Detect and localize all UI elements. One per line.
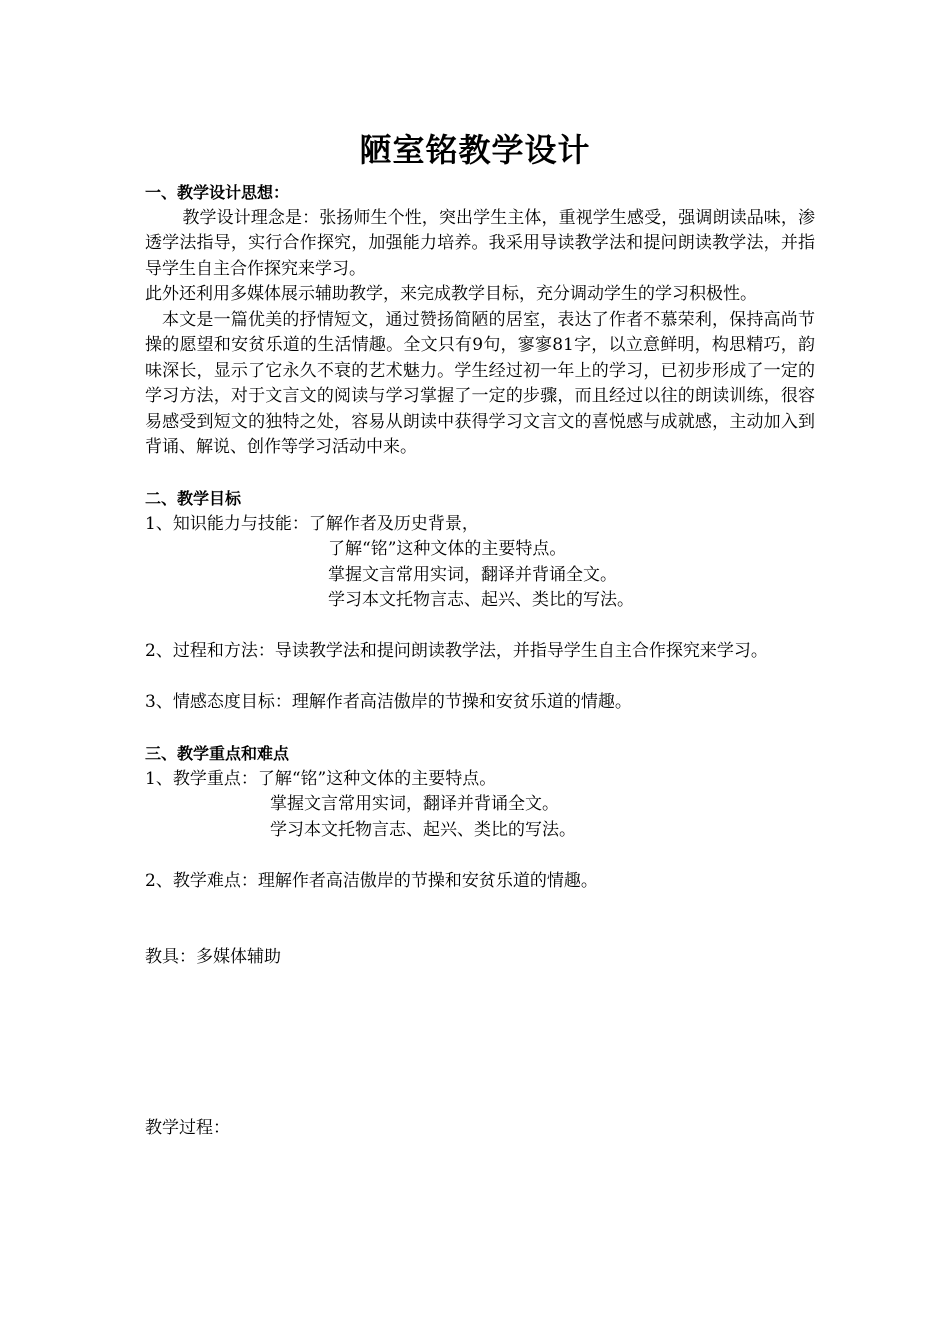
goal-item-label: 1、知识能力与技能： — [145, 513, 309, 534]
page-title: 陋室铭教学设计 — [359, 131, 591, 169]
key-point-label: 1、教学重点： — [145, 768, 258, 789]
spacer — [145, 843, 815, 869]
paragraph-design-concept: 教学设计理念是：张扬师生个性，突出学生主体，重视学生感受，强调朗读品味，渗透学法指导，实行合作探究，加强能力培养。我采用导读教学法和提问朗读教学法，并指导学生自主合作探究来学习。 — [145, 207, 815, 279]
goal-item-knowledge — [145, 512, 815, 538]
key-point-item — [145, 767, 815, 793]
goal-item-line: 了解“铭”这种文体的主要特点。 — [328, 539, 567, 559]
section-heading-key-points: 三、教学重点和难点 — [145, 744, 290, 763]
teaching-process: 教学过程： — [145, 1117, 230, 1138]
section-heading-teaching-goals: 二、教学目标 — [145, 489, 242, 508]
document-body — [145, 180, 815, 1141]
key-point-line: 学习本文托物言志、起兴、类比的写法。 — [270, 819, 576, 840]
paragraph-multimedia: 此外还利用多媒体展示辅助教学，来完成教学目标，充分调动学生的学习积极性。 — [145, 284, 757, 304]
goal-item-line: 学习本文托物言志、起兴、类比的写法。 — [328, 590, 634, 610]
goal-item-emotion: 3、情感态度目标：理解作者高洁傲岸的节操和安贫乐道的情趣。 — [145, 692, 632, 712]
goal-item-line: 了解作者及历史背景， — [308, 513, 479, 534]
key-point-line: 了解“铭”这种文体的主要特点。 — [257, 768, 497, 789]
spacer — [145, 665, 815, 691]
spacer — [145, 716, 815, 742]
key-point-line: 掌握文言常用实词，翻译并背诵全文。 — [270, 794, 559, 814]
teaching-tools: 教具：多媒体辅助 — [145, 947, 281, 967]
paragraph-text-analysis: 本文是一篇优美的抒情短文，通过赞扬简陋的居室，表达了作者不慕荣利，保持高尚节操的愿望和安贫乐道的生活情趣。全文只有9句，寥寥81字，以立意鲜明，构思精巧，韵味深长，显示了它永久不衰的艺术魅力。学生经过初一年上的学习，已初步形成了一定的学习方法，对于文言文的阅读与学习掌握了一定的步骤，而且经过以往的朗读训练，很容易感受到短文的独特之处，容易从朗读中获得学习文言文的喜悦感与成就感，主动加入到背诵、解说、创作等学习活动中来。 — [145, 309, 815, 457]
section-heading-design-thought: 一、教学设计思想： — [145, 183, 290, 202]
goal-item-process: 2、过程和方法：导读教学法和提问朗读教学法，并指导学生自主合作探究来学习。 — [145, 641, 768, 661]
spacer — [145, 614, 815, 640]
spacer — [145, 894, 815, 945]
spacer — [145, 971, 815, 1116]
spacer — [145, 461, 815, 487]
goal-item-line: 掌握文言常用实词，翻译并背诵全文。 — [328, 564, 617, 585]
difficult-point-item: 2、教学难点：理解作者高洁傲岸的节操和安贫乐道的情趣。 — [145, 870, 598, 891]
